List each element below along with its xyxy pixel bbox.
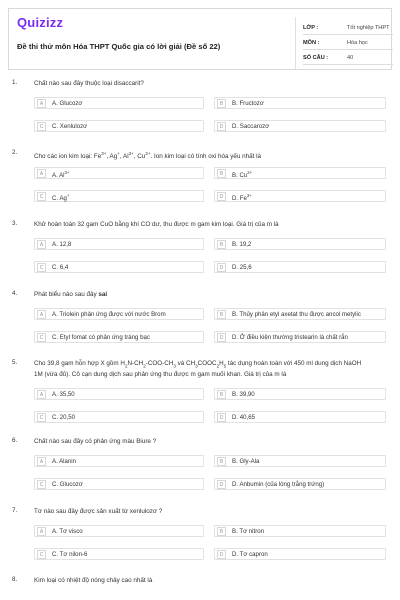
question-text: Cho 39,8 gam hỗn hợp X gồm $H_2N-CH_2-COO-CH_3$ và $CH_3COOC_2H_5$ tác dụng hoàn toàn với 450 ml dung dịch NaOH 1M (vừa đủ). Cô cạn dung dịch sau phản ứng thu được m gam muối khan. Giá trị của m là [34,360,362,379]
option-c[interactable]: C C. 20,50 [34,411,204,423]
option-c[interactable]: C C. Ag+ [34,190,204,202]
option-b[interactable]: B B. Fructozơ [214,97,386,109]
option-a[interactable]: A A. Tơ visco [34,525,204,537]
meta-subject-label: MÔN : [303,40,320,46]
option-d[interactable]: D D. 25,6 [214,261,386,273]
meta-count-label: SỐ CÂU : [303,55,329,61]
meta-line [303,49,393,50]
header-divider [295,17,296,69]
meta-count-value: 40 [347,55,354,61]
option-a[interactable]: A A. Alanin [34,455,204,467]
quizizz-logo: Quizizz [17,15,64,30]
option-d[interactable]: D D. Anbumin (của lòng trắng trứng) [214,478,386,490]
option-b[interactable]: B B. $Cu^{2+}$ [214,167,386,179]
option-d[interactable]: D D. $Fe^{3+}$ [214,190,386,202]
meta-line [303,64,393,65]
option-c[interactable]: C C. Glucozơ [34,478,204,490]
option-b[interactable]: B B. Gly-Ala [214,455,386,467]
option-b[interactable]: B B. Tơ nitron [214,525,386,537]
meta-line [303,34,393,35]
option-c[interactable]: C C. Tơ nilon-6 [34,548,204,560]
question-number: 3. [12,220,18,227]
question-number: 1. [12,79,18,86]
question-text: Kim loại có nhiệt độ nóng chảy cao nhất là [34,577,153,584]
option-b[interactable]: B B. 19,2 [214,238,386,250]
option-d[interactable]: D D. Saccarozơ [214,120,386,132]
question-text: Cho các ion kim loại: $Fe^{3+}$, Ag+, $Al^{3+}$, $Cu^{2+}$. Ion kim loại có tính oxi hóa yếu nhất là [34,151,262,161]
meta-subject-value: Hóa học [347,40,368,46]
option-d[interactable]: D D. 40,65 [214,411,386,423]
option-a[interactable]: A A. 35,50 [34,388,204,400]
question-number: 8. [12,576,18,583]
question-number: 5. [12,359,18,366]
worksheet-title: Đề thi thử môn Hóa THPT Quốc gia có lời giải (Đề số 22) [17,42,221,51]
option-c[interactable]: C C. Etyl fomat có phản ứng tráng bạc [34,331,204,343]
question-text: Chất nào sau đây có phản ứng màu Biure ? [34,438,157,445]
option-a[interactable]: A A. 12,8 [34,238,204,250]
question-text: Phát biểu nào sau đây sai [34,291,108,298]
question-text: Tơ nào sau đây được sản xuất từ xenlulozơ ? [34,508,163,515]
option-a[interactable]: A A. Glucozơ [34,97,204,109]
meta-grade-label: LỚP : [303,25,319,31]
question-number: 4. [12,290,18,297]
question-number: 6. [12,437,18,444]
worksheet-header [8,8,392,70]
option-b[interactable]: B B. Thủy phân etyl axetat thu được ancol metylic [214,308,386,320]
option-a[interactable]: A A. $Al^{3+}$ [34,167,204,179]
option-b[interactable]: B B. 39,90 [214,388,386,400]
option-c[interactable]: C C. Xenlulozơ [34,120,204,132]
option-a[interactable]: A A. Triolein phản ứng được với nước Brom [34,308,204,320]
option-d[interactable]: D D. Tơ capron [214,548,386,560]
question-text: Khử hoàn toàn 32 gam CuO bằng khí CO dư, thu được m gam kim loại. Giá trị của m là [34,221,279,228]
question-text: Chất nào sau đây thuộc loại disaccarit? [34,80,144,87]
question-number: 2. [12,149,18,156]
question-number: 7. [12,507,18,514]
option-c[interactable]: C C. 6,4 [34,261,204,273]
option-d[interactable]: D D. Ở điều kiện thường tristearin là chất rắn [214,331,386,343]
meta-grade-value: Tốt nghiệp THPT [347,25,390,31]
